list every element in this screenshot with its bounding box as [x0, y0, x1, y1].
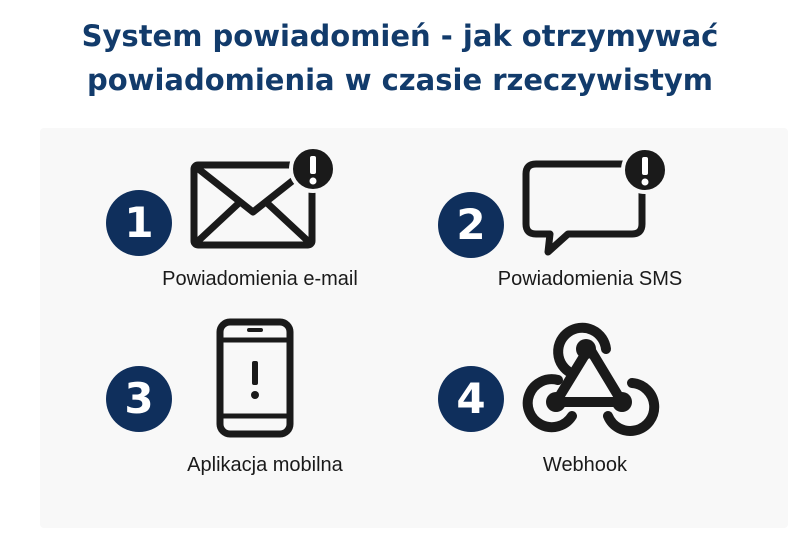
title-line-1: System powiadomień - jak otrzymywać	[81, 19, 719, 53]
number-badge-1: 1	[106, 190, 172, 256]
number-badge-3: 3	[106, 366, 172, 432]
label-email: Powiadomienia e-mail	[162, 268, 358, 290]
label-webhook: Webhook	[542, 454, 628, 476]
title-line-2: powiadomienia w czasie rzeczywistym	[86, 63, 714, 97]
webhook-icon	[528, 318, 652, 430]
envelope-alert-icon	[190, 150, 340, 252]
page-title	[0, 14, 800, 102]
label-sms: Powiadomienia SMS	[497, 268, 683, 290]
number-badge-2: 2	[438, 192, 504, 258]
smartphone-alert-icon	[216, 318, 298, 438]
chat-bubble-alert-icon	[520, 148, 670, 260]
label-mobile-app: Aplikacja mobilna	[187, 454, 343, 476]
number-badge-4: 4	[438, 366, 504, 432]
